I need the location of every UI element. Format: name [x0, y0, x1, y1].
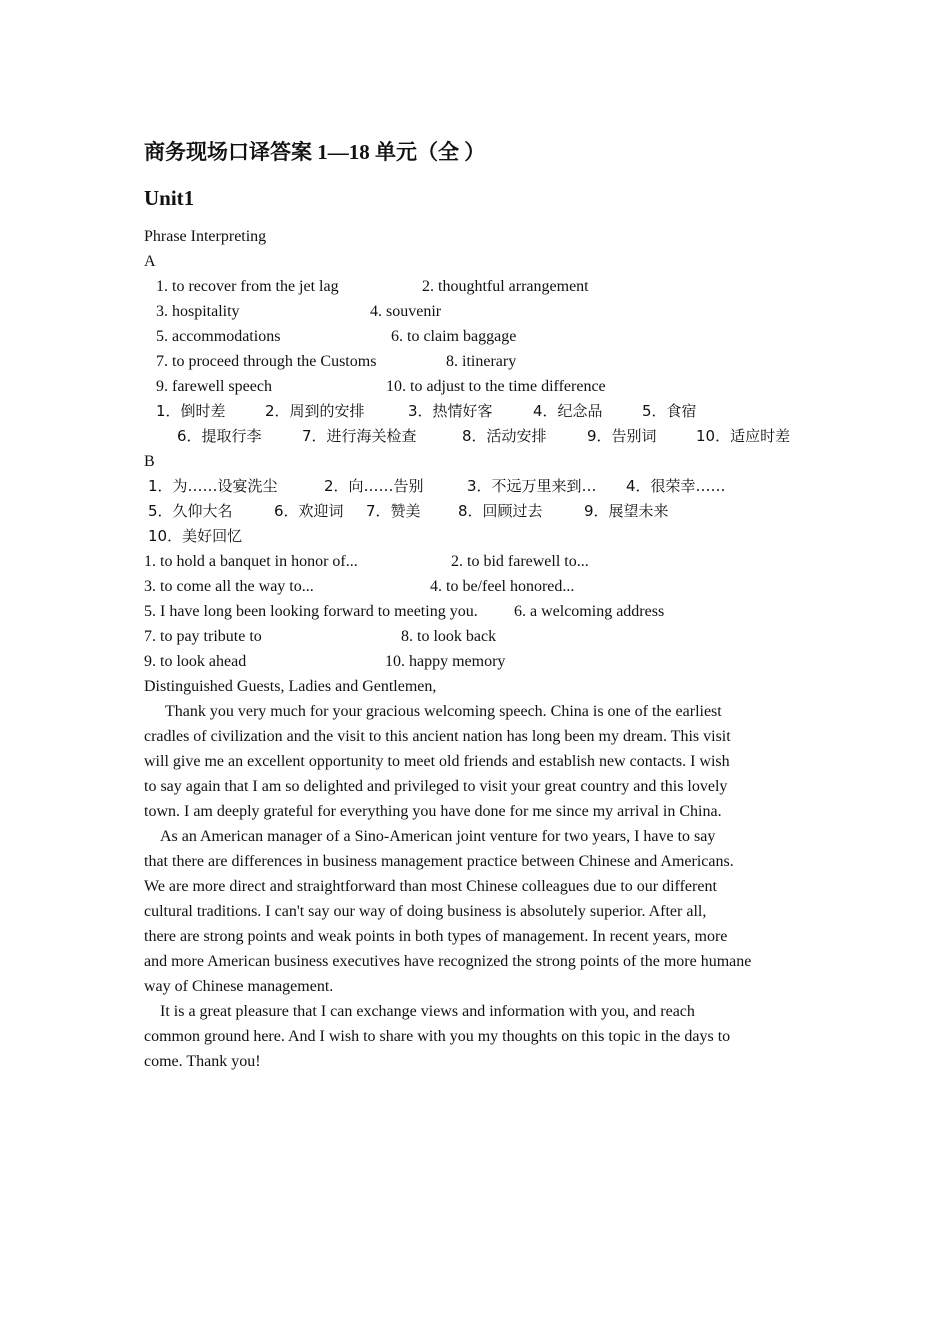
phrase-item: 6. to claim baggage: [391, 328, 517, 345]
part-a-en-row: [144, 374, 804, 399]
part-a-en-row: [144, 299, 804, 324]
phrase-item: 8．活动安排: [462, 427, 547, 445]
document-title: 商务现场口译答案 1—18 单元（全 ）: [144, 140, 486, 164]
part-b-en-row: [144, 574, 804, 599]
part-b-zh-row: [144, 499, 804, 524]
section-label: Phrase Interpreting: [144, 228, 267, 245]
part-b-en-row: [144, 549, 804, 574]
phrase-item: 10．美好回忆: [148, 527, 243, 545]
speech-line: common ground here. And I wish to share with you my thoughts on this topic in the days to: [144, 1028, 731, 1045]
phrase-item: 4. to be/feel honored...: [430, 578, 575, 595]
phrase-item: 5. accommodations: [156, 328, 281, 345]
speech-salutation: Distinguished Guests, Ladies and Gentlemen,: [144, 678, 437, 695]
part-b-en-row: [144, 624, 804, 649]
part-a-en-row: [144, 324, 804, 349]
speech-line: cradles of civilization and the visit to this ancient nation has long been my dream. This visit: [144, 728, 731, 745]
part-b-zh-row: [144, 524, 804, 549]
unit-heading: Unit1: [144, 186, 195, 210]
speech-line: As an American manager of a Sino-American joint venture for two years, I have to say: [160, 828, 716, 845]
phrase-item: 2. to bid farewell to...: [451, 553, 589, 570]
phrase-item: 9．告别词: [587, 427, 657, 445]
phrase-item: 8．回顾过去: [458, 502, 543, 520]
phrase-item: 7. to pay tribute to: [144, 628, 262, 645]
phrase-item: 1. to hold a banquet in honor of...: [144, 553, 358, 570]
part-b-label: B: [144, 453, 155, 470]
phrase-item: 3．热情好客: [408, 402, 493, 420]
speech-line: We are more direct and straightforward than most Chinese colleagues due to our different: [144, 878, 717, 895]
phrase-item: 3．不远万里来到…: [467, 477, 597, 495]
phrase-item: 3. hospitality: [156, 303, 240, 320]
phrase-item: 10．适应时差: [696, 427, 791, 445]
phrase-item: 9. farewell speech: [156, 378, 272, 395]
phrase-item: 10. happy memory: [385, 653, 506, 670]
phrase-item: 1．为……设宴洗尘: [148, 477, 278, 495]
phrase-item: 5．久仰大名: [148, 502, 233, 520]
speech-line: and more American business executives have recognized the strong points of the more humane: [144, 953, 752, 970]
phrase-item: 5. I have long been looking forward to meeting you.: [144, 603, 478, 620]
phrase-item: 8. itinerary: [446, 353, 517, 370]
phrase-item: 2．周到的安排: [265, 402, 365, 420]
phrase-item: 9．展望未来: [584, 502, 669, 520]
phrase-item: 6．提取行李: [177, 427, 262, 445]
document-body: [144, 224, 804, 1074]
phrase-item: 7．进行海关检查: [302, 427, 417, 445]
speech-line: to say again that I am so delighted and privileged to visit your great country and this lovely: [144, 778, 728, 795]
speech-line: that there are differences in business management practice between Chinese and Americans.: [144, 853, 734, 870]
phrase-item: 2. thoughtful arrangement: [422, 278, 589, 295]
phrase-item: 6. a welcoming address: [514, 603, 665, 620]
phrase-item: 8. to look back: [401, 628, 497, 645]
speech-line: there are strong points and weak points in both types of management. In recent years, more: [144, 928, 728, 945]
speech-line: way of Chinese management.: [144, 978, 334, 995]
speech-line: come. Thank you!: [144, 1053, 261, 1070]
speech-line: town. I am deeply grateful for everything you have done for me since my arrival in China.: [144, 803, 722, 820]
phrase-item: 5．食宿: [642, 402, 697, 420]
part-a-zh-row: [144, 424, 804, 449]
phrase-item: 4. souvenir: [370, 303, 442, 320]
phrase-item: 1. to recover from the jet lag: [156, 278, 339, 295]
phrase-item: 1．倒时差: [156, 402, 226, 420]
part-b-zh-row: [144, 474, 804, 499]
part-b-en-row: [144, 599, 804, 624]
phrase-item: 7．赞美: [366, 502, 421, 520]
speech-line: It is a great pleasure that I can exchange views and information with you, and reach: [160, 1003, 695, 1020]
phrase-item: 3. to come all the way to...: [144, 578, 314, 595]
phrase-item: 10. to adjust to the time difference: [386, 378, 606, 395]
speech-line: Thank you very much for your gracious welcoming speech. China is one of the earliest: [165, 703, 722, 720]
speech-line: cultural traditions. I can't say our way of doing business is absolutely superior. After all,: [144, 903, 707, 920]
phrase-item: 9. to look ahead: [144, 653, 247, 670]
part-a-en-row: [144, 349, 804, 374]
part-a-label: A: [144, 253, 156, 270]
part-b-en-row: [144, 649, 804, 674]
part-a-zh-row: [144, 399, 804, 424]
phrase-item: 4．纪念品: [533, 402, 603, 420]
phrase-item: 4．很荣幸……: [626, 477, 726, 495]
phrase-item: 2．向……告别: [324, 477, 424, 495]
part-a-en-row: [144, 274, 804, 299]
speech-line: will give me an excellent opportunity to meet old friends and establish new contacts. I wish: [144, 753, 730, 770]
phrase-item: 6．欢迎词: [274, 502, 344, 520]
phrase-item: 7. to proceed through the Customs: [156, 353, 377, 370]
